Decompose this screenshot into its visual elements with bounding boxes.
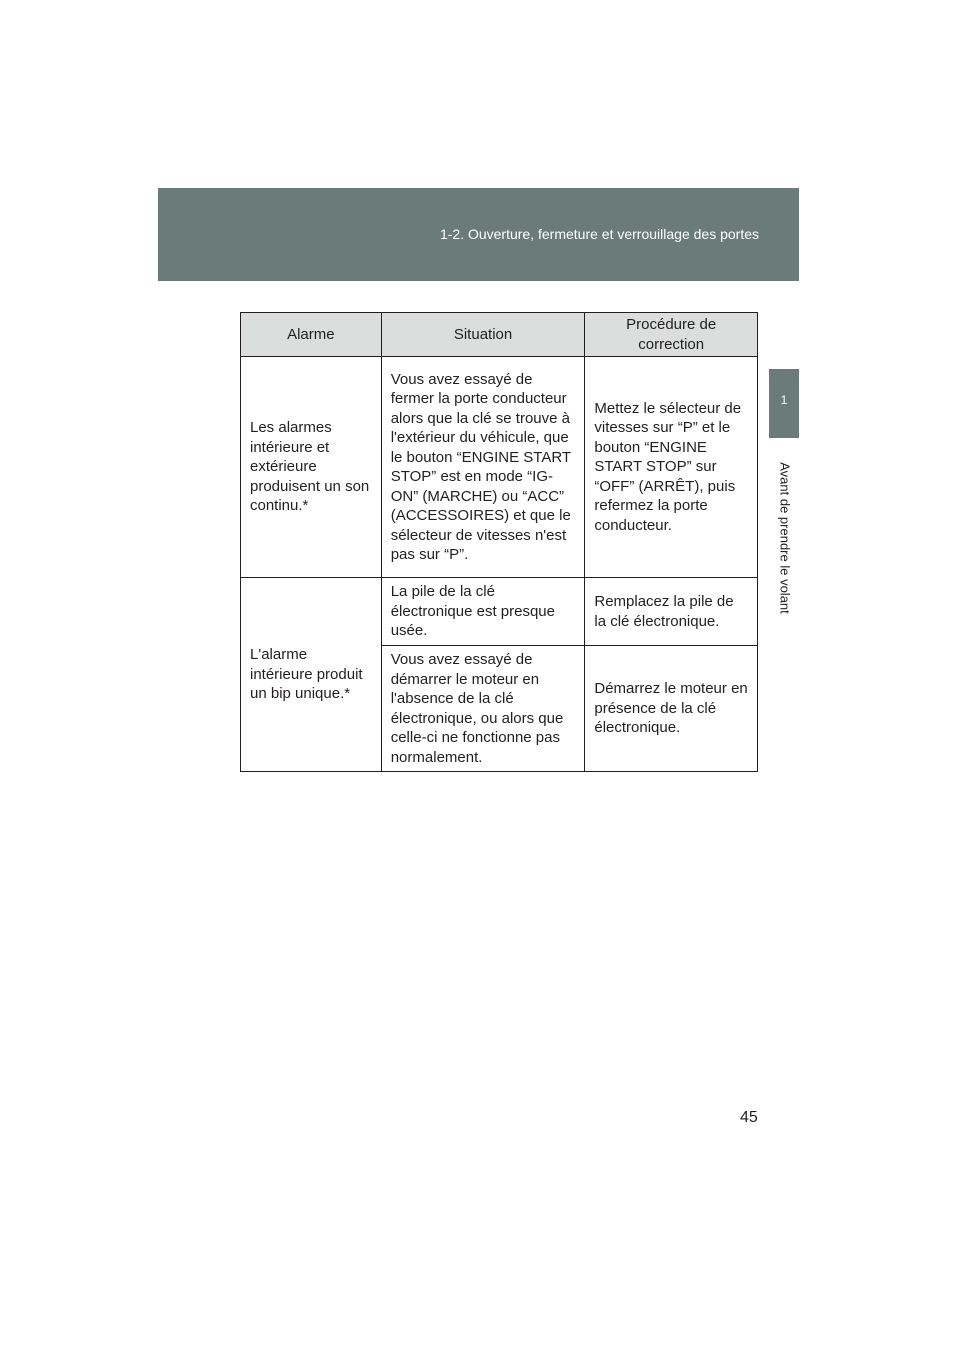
situation-cell: La pile de la clé électronique est presque usée.	[381, 578, 585, 646]
section-header-bar	[158, 188, 799, 281]
chapter-number: 1	[780, 393, 788, 407]
situation-cell: Vous avez essayé de fermer la porte conducteur alors que la clé se trouve à l'extérieur du véhicule, que le bouton “ENGINE START STOP” est en mode “IG-ON” (MARCHE) ou “ACC” (ACCESSOIRES) et que le sélecteur de vitesses n'est pas sur “P”.	[381, 357, 585, 578]
correction-cell: Remplacez la pile de la clé électronique.	[585, 578, 758, 646]
chapter-tab	[769, 369, 799, 438]
situation-cell: Vous avez essayé de démarrer le moteur en l'absence de la clé électronique, ou alors que celle-ci ne fonctionne pas normalement.	[381, 646, 585, 772]
section-title: 1-2. Ouverture, fermeture et verrouillage des portes	[439, 226, 759, 242]
alarm-table	[240, 312, 758, 772]
correction-cell: Démarrez le moteur en présence de la clé électronique.	[585, 646, 758, 772]
alarm-cell: Les alarmes intérieure et extérieure produisent un son continu.*	[241, 357, 382, 578]
chapter-label: Avant de prendre le volant	[777, 462, 793, 614]
header-alarm: Alarme	[241, 313, 382, 357]
table-row	[241, 578, 758, 646]
table-row	[241, 357, 758, 578]
correction-cell: Mettez le sélecteur de vitesses sur “P” et le bouton “ENGINE START STOP” sur “OFF” (ARRÊT), puis refermez la porte conducteur.	[585, 357, 758, 578]
page-number: 45	[740, 1109, 758, 1126]
header-correction: Procédure de correction	[585, 313, 758, 357]
header-situation: Situation	[381, 313, 585, 357]
table-header-row	[241, 313, 758, 357]
alarm-cell: L'alarme intérieure produit un bip unique.*	[241, 578, 382, 772]
